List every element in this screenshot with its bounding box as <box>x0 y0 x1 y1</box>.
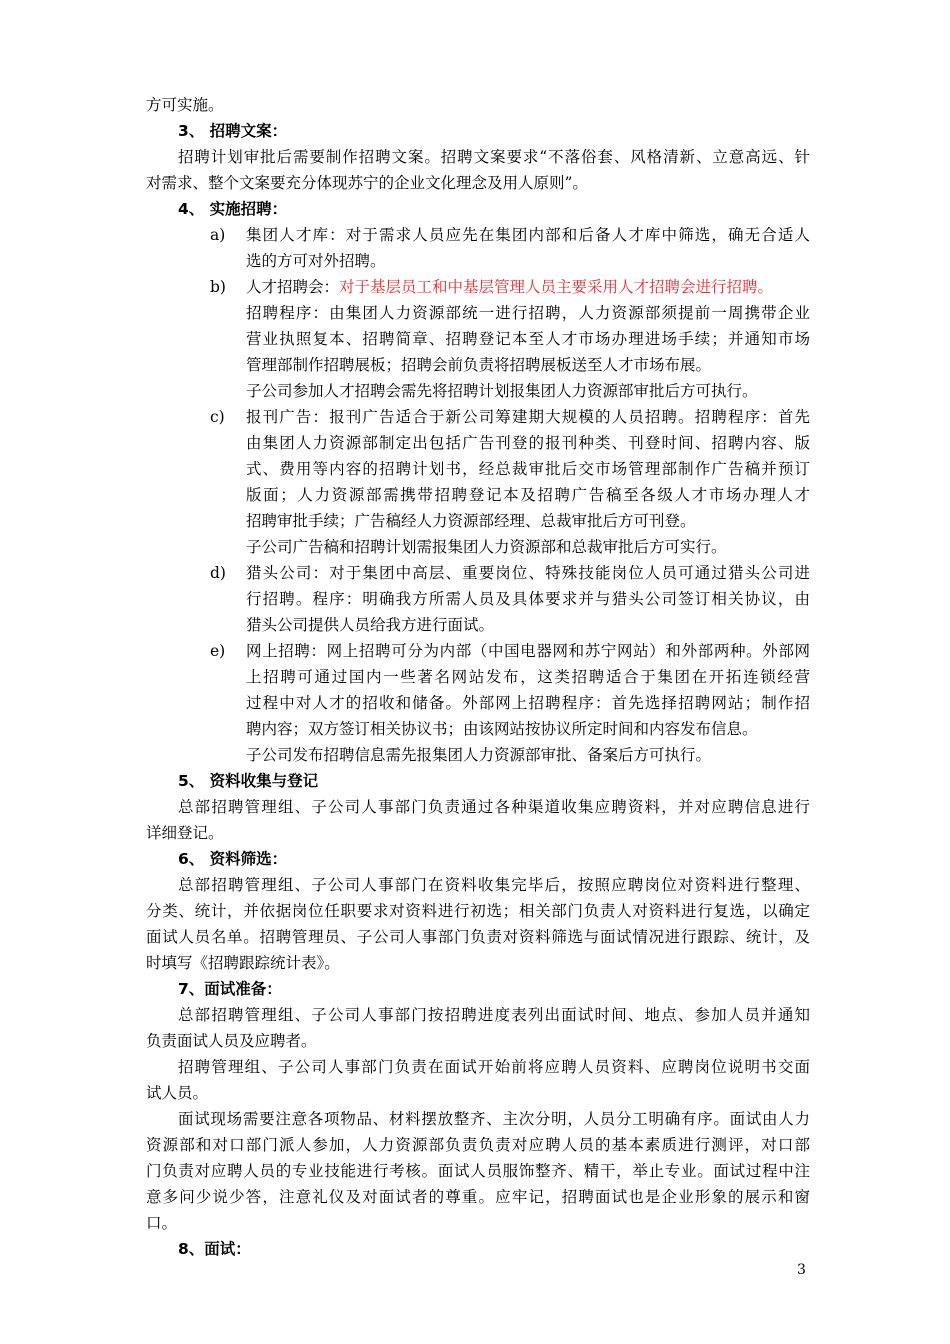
text-line: 面试现场需要注意各项物品、材料摆放整齐、主次分明，人员分工明确有序。面试由人力 <box>178 1110 810 1128</box>
text-line: 子公司广告稿和招聘计划需报集团人力资源部和总裁审批后方可实行。 <box>246 538 727 556</box>
text-line: 分类、统计，并依据岗位任职要求对资料进行初选；相关部门负责人对资料进行复选，以确定 <box>146 902 810 920</box>
text-line: 版面；人力资源部需携带招聘登记本及招聘广告稿至各级人才市场办理人才 <box>246 486 810 504</box>
text-line: 总部招聘管理组、子公司人事部门按招聘进度表列出面试时间、地点、参加人员并通知 <box>178 1006 810 1024</box>
page-body <box>146 92 810 1262</box>
text-line: 营业执照复本、招聘简章、招聘登记本至人才市场办理进场手续；并通知市场 <box>246 330 810 348</box>
text-line: 资源部和对口部门派人参加，人力资源部负责负责对应聘人员的基本素质进行测评，对口部 <box>146 1136 810 1154</box>
text-line: 人才招聘会： <box>246 278 340 296</box>
list-item-e <box>146 638 810 664</box>
text-line: 集团人才库：对于需求人员应先在集团内部和后备人才库中筛选，确无合适人 <box>246 226 810 244</box>
text-line: 面试人员名单。招聘管理员、子公司人事部门负责对资料筛选与面试情况进行跟踪、统计，及 <box>146 928 810 946</box>
list-marker: a) <box>210 226 226 244</box>
page-number: 3 <box>797 1262 806 1278</box>
text-line: 门负责对应聘人员的专业技能进行考核。面试人员服饰整齐、精干，举止专业。面试过程中注 <box>146 1162 810 1180</box>
list-item-c <box>146 404 810 430</box>
list-marker: b) <box>210 278 226 296</box>
section-heading-7: 7、面试准备： <box>178 980 282 998</box>
text-line: 子公司参加人才招聘会需先将招聘计划报集团人力资源部审批后方可执行。 <box>246 382 758 400</box>
text-line: 对需求、整个文案要充分体现苏宁的企业文化理念及用人原则”。 <box>146 174 588 192</box>
section-heading-3: 3、 招聘文案： <box>178 122 288 140</box>
text-line: 招聘审批手续；广告稿经人力资源部经理、总裁审批后方可刊登。 <box>246 512 696 530</box>
text-line: 由集团人力资源部制定出包括广告刊登的报刊种类、刊登时间、招聘内容、版 <box>246 434 810 452</box>
list-marker: e) <box>210 642 226 660</box>
text-line: 总部招聘管理组、子公司人事部门负责通过各种渠道收集应聘资料，并对应聘信息进行 <box>178 798 810 816</box>
text-line: 猎头公司：对于集团中高层、重要岗位、特殊技能岗位人员可通过猎头公司进 <box>246 564 810 582</box>
text-line: 猎头公司提供人员给我方进行面试。 <box>246 616 495 634</box>
list-item-b <box>146 274 810 300</box>
text-line: 过程中对人才的招收和储备。外部网上招聘程序：首先选择招聘网站；制作招 <box>246 694 810 712</box>
text-line: 选的方可对外招聘。 <box>246 252 386 270</box>
text-line: 式、费用等内容的招聘计划书，经总裁审批后交市场管理部制作广告稿并预订 <box>246 460 810 478</box>
text-line: 负责面试人员及应聘者。 <box>146 1032 317 1050</box>
list-marker: d) <box>210 564 226 582</box>
text-line: 管理部制作招聘展板；招聘会前负责将招聘展板送至人才市场布展。 <box>246 356 712 374</box>
text-line: 详细登记。 <box>146 824 224 842</box>
highlighted-text: 对于基层员工和中基层管理人员主要采用人才招聘会进行招聘。 <box>339 278 774 296</box>
section-heading-4: 4、 实施招聘： <box>178 200 288 218</box>
section-heading-5: 5、 资料收集与登记 <box>178 772 319 790</box>
text-line: 口。 <box>146 1214 178 1232</box>
text-line: 行招聘。程序：明确我方所需人员及具体要求并与猎头公司签订相关协议，由 <box>246 590 810 608</box>
text-line: 招聘管理组、子公司人事部门负责在面试开始前将应聘人员资料、应聘岗位说明书交面 <box>178 1058 810 1076</box>
text-line: 聘内容；双方签订相关协议书；由该网站按协议所定时间和内容发布信息。 <box>246 720 758 738</box>
text-line: 招聘程序：由集团人力资源部统一进行招聘，人力资源部须提前一周携带企业 <box>246 304 810 322</box>
section-heading-6: 6、 资料筛选： <box>178 850 288 868</box>
list-item-a <box>146 222 810 248</box>
text-line: 方可实施。 <box>146 96 224 114</box>
section-heading-8: 8、面试： <box>178 1240 251 1258</box>
text-line: 意多问少说少答，注意礼仪及对面试者的尊重。应牢记，招聘面试也是企业形象的展示和窗 <box>146 1188 810 1206</box>
text-line: 上招聘可通过国内一些著名网站发布，这类招聘适合于集团在开拓连锁经营 <box>246 668 810 686</box>
text-line: 招聘计划审批后需要制作招聘文案。招聘文案要求“不落俗套、风格清新、立意高远、针 <box>178 148 810 166</box>
text-line: 子公司发布招聘信息需先报集团人力资源部审批、备案后方可执行。 <box>246 746 712 764</box>
text-line: 试人员。 <box>146 1084 209 1102</box>
text-line: 网上招聘：网上招聘可分为内部（中国电器网和苏宁网站）和外部两种。外部网 <box>246 642 810 660</box>
list-item-d <box>146 560 810 586</box>
text-line: 总部招聘管理组、子公司人事部门在资料收集完毕后，按照应聘岗位对资料进行整理、 <box>178 876 810 894</box>
list-marker: c) <box>210 408 225 426</box>
text-line: 时填写《招聘跟踪统计表》。 <box>146 954 340 972</box>
text-line: 报刊广告：报刊广告适合于新公司筹建期大规模的人员招聘。招聘程序：首先 <box>246 408 810 426</box>
